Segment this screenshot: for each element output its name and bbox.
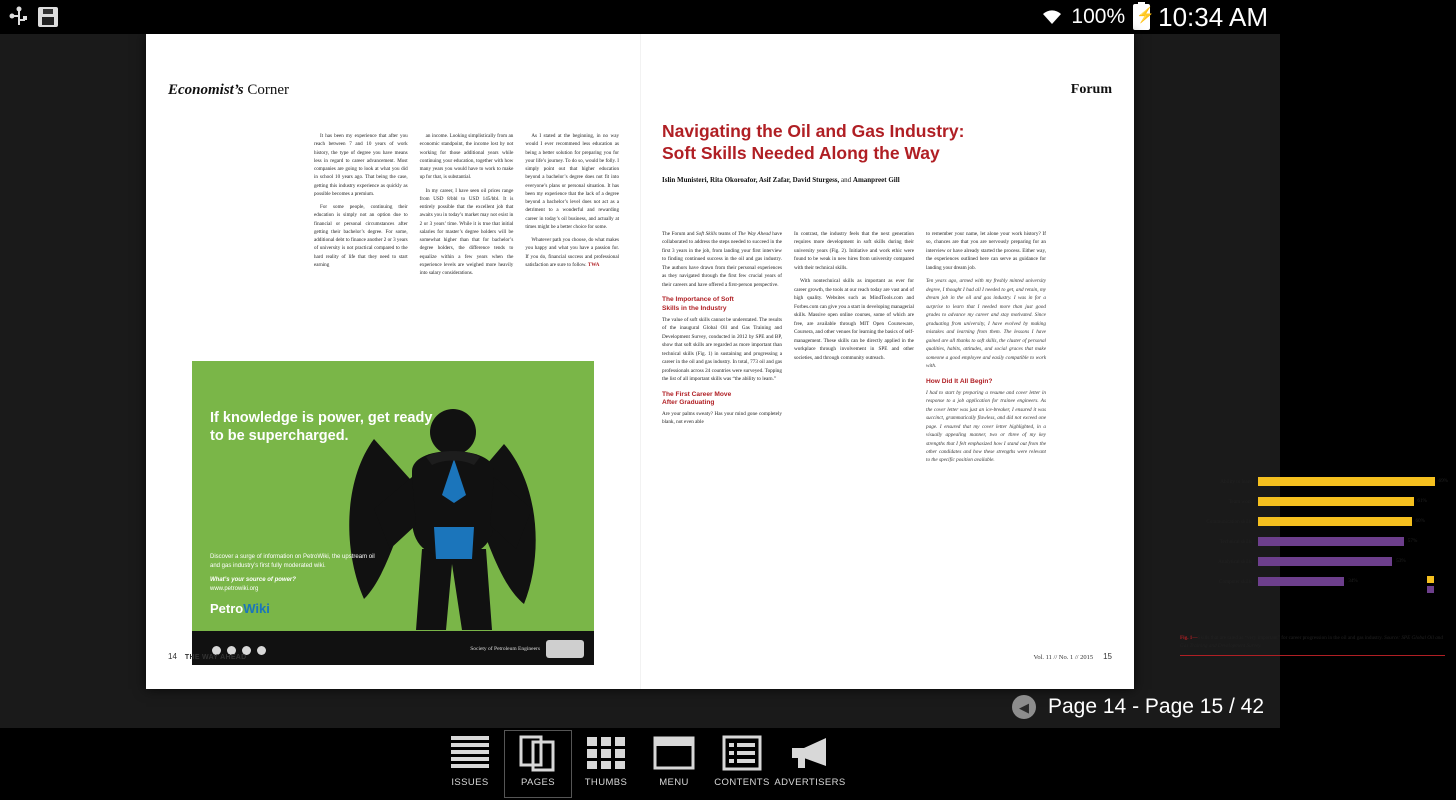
status-right-icons	[1041, 2, 1280, 33]
section-heading-first-career-move	[662, 391, 782, 407]
paragraph: With nontechnical skills as important as ever for career growth, the tools at our reach today are vast and of high quality. Websites such as MindTools.com and Forbes.com can give you a start in developing managerial skills. Massive open online courses, some of which are free, are available through MIT Open Courseware, Coursera, and other venues for learning the basics of self-management. These skills can be directly applied in the workplace through involvement in SPE and other societies, and through community outreach.	[794, 278, 914, 361]
chart-bar	[1258, 557, 1392, 566]
issues-lines-icon	[449, 731, 491, 775]
bottom-toolbar[interactable]	[0, 728, 1280, 800]
thumbs-grid-icon	[586, 731, 626, 775]
para-italic-2: The Way Ahead	[737, 231, 771, 237]
authors-conjunction: and	[839, 176, 853, 184]
left-page-number: 14	[168, 652, 177, 661]
chart-value-label: 69%	[1438, 478, 1448, 484]
chart-category-label: Communication skills	[1206, 518, 1252, 525]
article-title-line-1: Navigating the Oil and Gas Industry:	[662, 121, 965, 141]
left-page-running-head	[168, 82, 289, 99]
running-head-rest: Corner	[243, 82, 289, 98]
spe-logo-icon	[546, 640, 584, 658]
legend-label-technical: Technical	[1436, 587, 1456, 592]
paragraph: In contrast, the industry feels that the next generation requires more development in soft skills during their university years (Fig. 2). Initiative and work ethic were found to be weak in new hires from university compared with their technical skills.	[794, 231, 914, 271]
chart-track	[1258, 577, 1450, 586]
chart-row	[1180, 514, 1450, 529]
chart-legend	[1427, 576, 1456, 596]
toolbar-label-thumbs: THUMBS	[584, 777, 628, 788]
chart-value-label: 34%	[1348, 578, 1358, 584]
chart-bar	[1258, 577, 1344, 586]
section-heading-importance	[662, 296, 782, 312]
masthead-label: THE WAY AHEAD	[184, 654, 247, 661]
linkedin-icon[interactable]	[257, 646, 266, 655]
left-column-3	[525, 132, 619, 282]
logo-petro: Petro	[210, 601, 244, 616]
heading-line-1: The First Career Move	[662, 390, 732, 398]
chart-value-label: 60%	[1415, 518, 1425, 524]
para-italic: Soft Skills	[696, 231, 717, 237]
chart-track	[1258, 497, 1450, 506]
legend-item-technical	[1427, 586, 1456, 593]
toolbar-label-advertisers: ADVERTISERS	[774, 777, 846, 788]
advertisement-petrowiki[interactable]	[192, 361, 594, 665]
heading-line-2: Skills in the Industry	[662, 304, 727, 312]
chart-category-label: Technical skills	[1219, 538, 1252, 545]
ad-question: What’s your source of power?	[210, 577, 296, 583]
chart-bar	[1258, 497, 1414, 506]
pull-quote: Ten years ago, armed with my freshly minted university degree, I thought I had all I needed to get, and retain, my dream job in the oil and gas industry. I was in for a surprise to learn that I needed more than just good grades to advance my career and stay motivated. Since graduating from university, I have evolved by making mistakes and learning from them. The lessons I have gained are all thanks to soft skills, the cluster of personal qualities, habits, attitudes, and social graces that make someone a good employee and easily compatible to work with.	[926, 278, 1046, 370]
chart-track	[1258, 557, 1450, 566]
running-head-bold: Economist’s	[168, 82, 244, 98]
legend-swatch-technical	[1427, 586, 1434, 593]
left-page-footer	[168, 652, 247, 661]
page-left[interactable]	[146, 34, 640, 689]
page-right[interactable]	[640, 34, 1456, 689]
paragraph: The value of soft skills cannot be understated. The results of the inaugural Global Oil and Gas Training and Development Survey, conducted in 2012 by SPE and BP, show that soft skills are regarded as more important than technical skills (Fig. 1) in sustaining and progressing a career in the oil and gas industry. In total, 773 oil and gas professionals across 24 countries were surveyed. Topping the list of all important skills was “the ability to learn.”	[662, 316, 782, 383]
para-b: teams of	[716, 231, 738, 237]
right-page-number: 15	[1103, 652, 1112, 661]
heading-line-1: The Importance of Soft	[662, 296, 734, 304]
status-left-icons	[0, 6, 58, 28]
chart-category-label: Ability to learn	[1220, 478, 1252, 485]
chart-value-label: 57%	[1407, 538, 1418, 544]
contents-list-icon	[722, 731, 762, 775]
toolbar-item-pages[interactable]	[505, 731, 571, 797]
battery-charging-icon: ⚡	[1133, 4, 1150, 30]
battery-percent-label: 100%	[1071, 5, 1126, 28]
figure-caption-source: Source: SPE Global Oil and Gas Training and Development Survey.	[1180, 635, 1443, 649]
article-title-line-2: Soft Skills Needed Along the Way	[662, 143, 940, 164]
article-title	[662, 120, 1062, 165]
chart-bar	[1258, 477, 1435, 486]
page-indicator-bar	[0, 686, 1280, 728]
para-a: The Forum and	[662, 231, 697, 237]
toolbar-label-menu: MENU	[659, 777, 689, 788]
spe-branding	[470, 640, 584, 658]
para-c: have collaborated to address the steps needed to succeed in the first 3 years in the job, from landing your first interview to finding continued success in the oil and gas industry. The authors have drawn from their personal experiences as they navigated through the first few crucial years of their careers and have offered a first-person perspective.	[662, 231, 783, 288]
legend-label-soft: Soft	[1436, 577, 1445, 582]
paragraph-text: Whatever path you choose, do what makes you happy and what you have a passion for. If you do, financial success and professional satisfaction are sure to follow.	[525, 237, 620, 268]
article-column-3	[926, 230, 1046, 470]
left-page-columns	[314, 132, 619, 282]
chart-track	[1258, 517, 1450, 526]
toolbar-label-issues: ISSUES	[451, 777, 489, 788]
wifi-icon	[1041, 8, 1063, 26]
spread-gutter	[640, 34, 641, 689]
paragraph: Are your palms sweaty? Has your mind gone completely blank, not even able	[662, 410, 782, 426]
paragraph	[525, 236, 619, 269]
legend-item-soft	[1427, 576, 1456, 583]
chart-row	[1180, 554, 1450, 569]
section-heading-how-did-it-begin: How Did It All Begin?	[926, 377, 993, 385]
article-column-2	[794, 230, 914, 470]
chart-row	[1180, 574, 1450, 589]
previous-page-arrow-icon[interactable]: ◀	[1012, 695, 1036, 719]
article-authors	[662, 176, 1082, 184]
android-status-bar	[0, 0, 1280, 34]
chart-category-label: Analytical skills	[1218, 558, 1252, 565]
chart-value-label: 61%	[1417, 498, 1427, 504]
left-column-2	[420, 132, 514, 282]
paragraph: an income. Looking simplistically from an economic standpoint, the income lost by not working for those additional years while continuing your education, together with how many years you would have to work to make up for that, is substantial.	[419, 133, 514, 181]
paragraph: to remember your name, let alone your work history? If so, chances are that you are nervously preparing for an interview or have already started the process. Either way, the experiences outlined here can serve as guidance for landing your dream job.	[926, 231, 1046, 271]
authors-last: Amanpreet Gill	[852, 176, 900, 184]
usb-icon	[10, 6, 28, 28]
chart-track	[1258, 537, 1450, 546]
menu-window-icon	[653, 731, 695, 775]
pages-documents-icon	[518, 731, 558, 775]
figure-1-caption	[1180, 635, 1445, 656]
figure-1-bar-chart	[1180, 474, 1456, 604]
chart-track	[1258, 477, 1450, 486]
twa-signature: TWA	[587, 261, 600, 268]
right-page-footer	[1034, 652, 1113, 661]
logo-wiki: Wiki	[243, 601, 270, 616]
page-indicator-label: Page 14 - Page 15 / 42	[1048, 695, 1264, 718]
magazine-viewport[interactable]	[0, 34, 1456, 720]
toolbar-item-thumbs[interactable]	[573, 731, 639, 797]
chart-bar	[1258, 517, 1412, 526]
chart-row	[1180, 494, 1450, 509]
ad-headline: If knowledge is power, get ready to be supercharged.	[210, 410, 433, 445]
right-page-running-head: Forum	[1070, 82, 1112, 97]
clock-label: 10:34 AM	[1158, 1, 1268, 32]
paragraph: I had to start by preparing a resume and cover letter in response to a job application for trainee engineers. As the cover letter was just an ice-breaker, I ensured it was succinct, grammatically flawless, and did not exceed one page. I ensured that my cover letter highlighted, in a visually appealing manner, two or three of my key strengths that I felt emphasized how I stand out from the other candidates and how these strengths were relevant to the specific position available.	[926, 389, 1046, 464]
toolbar-item-menu[interactable]	[641, 731, 707, 797]
ad-subtext-line: Discover a surge of information on PetroWiki, the upstream oil and gas industry’s first fully moderated wiki.	[210, 554, 375, 569]
volume-issue-label: Vol. 11 // No. 1 // 2015	[1033, 654, 1094, 661]
legend-swatch-soft	[1427, 576, 1434, 583]
left-column-1	[314, 132, 408, 282]
figure-caption-text: Skills that are rated as “very important” for career progression in the oil and gas industry.	[1197, 635, 1385, 641]
chart-category-label: Computer skills	[1219, 578, 1252, 585]
toolbar-item-advertisers[interactable]	[774, 731, 846, 797]
paragraph	[662, 230, 782, 289]
chart-category-label: Team work	[1228, 498, 1252, 505]
paragraph: In my career, I have seen oil prices range from USD 8/bbl to USD 145/bbl. It is entirely possible that the excellent job that awaits you in today’s market may not exist in 2 or 3 years’ time. While it is true that initial salaries for master’s degree holders will be somewhat higher than that for bachelor’s degree holders, the difference tends to equalize within a few years when the experience levels are weighed more heavily into salary considerations.	[419, 187, 514, 276]
heading-line-2: After Graduating	[662, 398, 715, 406]
article-column-1	[662, 230, 782, 470]
chart-row	[1180, 534, 1450, 549]
magazine-spread[interactable]	[146, 34, 1456, 689]
chart-bar	[1258, 537, 1404, 546]
paragraph: It has been my experience that after you reach between 7 and 10 years of work history, the type of degree you have means less in regard to career advancement. Most companies are going to look at what you did in school 10 years ago. That being the case, getting this industry experience as quickly as possible becomes a premium.	[314, 133, 408, 197]
toolbar-item-issues[interactable]	[437, 731, 503, 797]
petrowiki-logo	[210, 601, 270, 616]
ad-url[interactable]: www.petrowiki.org	[210, 586, 259, 592]
article-columns	[662, 230, 1112, 470]
paragraph: For some people, continuing their education is simply not an option due to financial or personal circumstances after getting their bachelor’s degree. For some, additional debt to finance another 2 or 3 years of university is not practical compared to the hard reality of life that they need to start earning	[314, 204, 408, 268]
screenshot-save-icon	[38, 7, 58, 27]
spe-text: Society of Petroleum Engineers	[470, 646, 540, 652]
toolbar-label-contents: CONTENTS	[714, 777, 770, 788]
figure-label: Fig. 1—	[1180, 635, 1198, 641]
chart-row	[1180, 474, 1450, 489]
toolbar-label-pages: PAGES	[520, 777, 556, 788]
chart-value-label: 53%	[1396, 558, 1406, 564]
paragraph: As I stated at the beginning, in no way would I ever recommend less education as being a better solution for preparing you for your life’s journey. To do so, would be folly. I simply point out that higher education beyond a bachelor’s degree does not fit into everyone’s plans or personal situation. It has been my experience that the lack of a degree beyond a bachelor’s level does not act as a detriment to a wonderful and rewarding career in today’s oil business, and actually at times might be a better choice for some.	[525, 133, 620, 230]
advertisers-megaphone-icon	[788, 731, 832, 775]
ad-subtext	[210, 553, 385, 594]
toolbar-item-contents[interactable]	[709, 731, 775, 797]
authors-list: Islin Munisteri, Rita Okoroafor, Asif Zafar, David Sturgess,	[662, 176, 840, 184]
